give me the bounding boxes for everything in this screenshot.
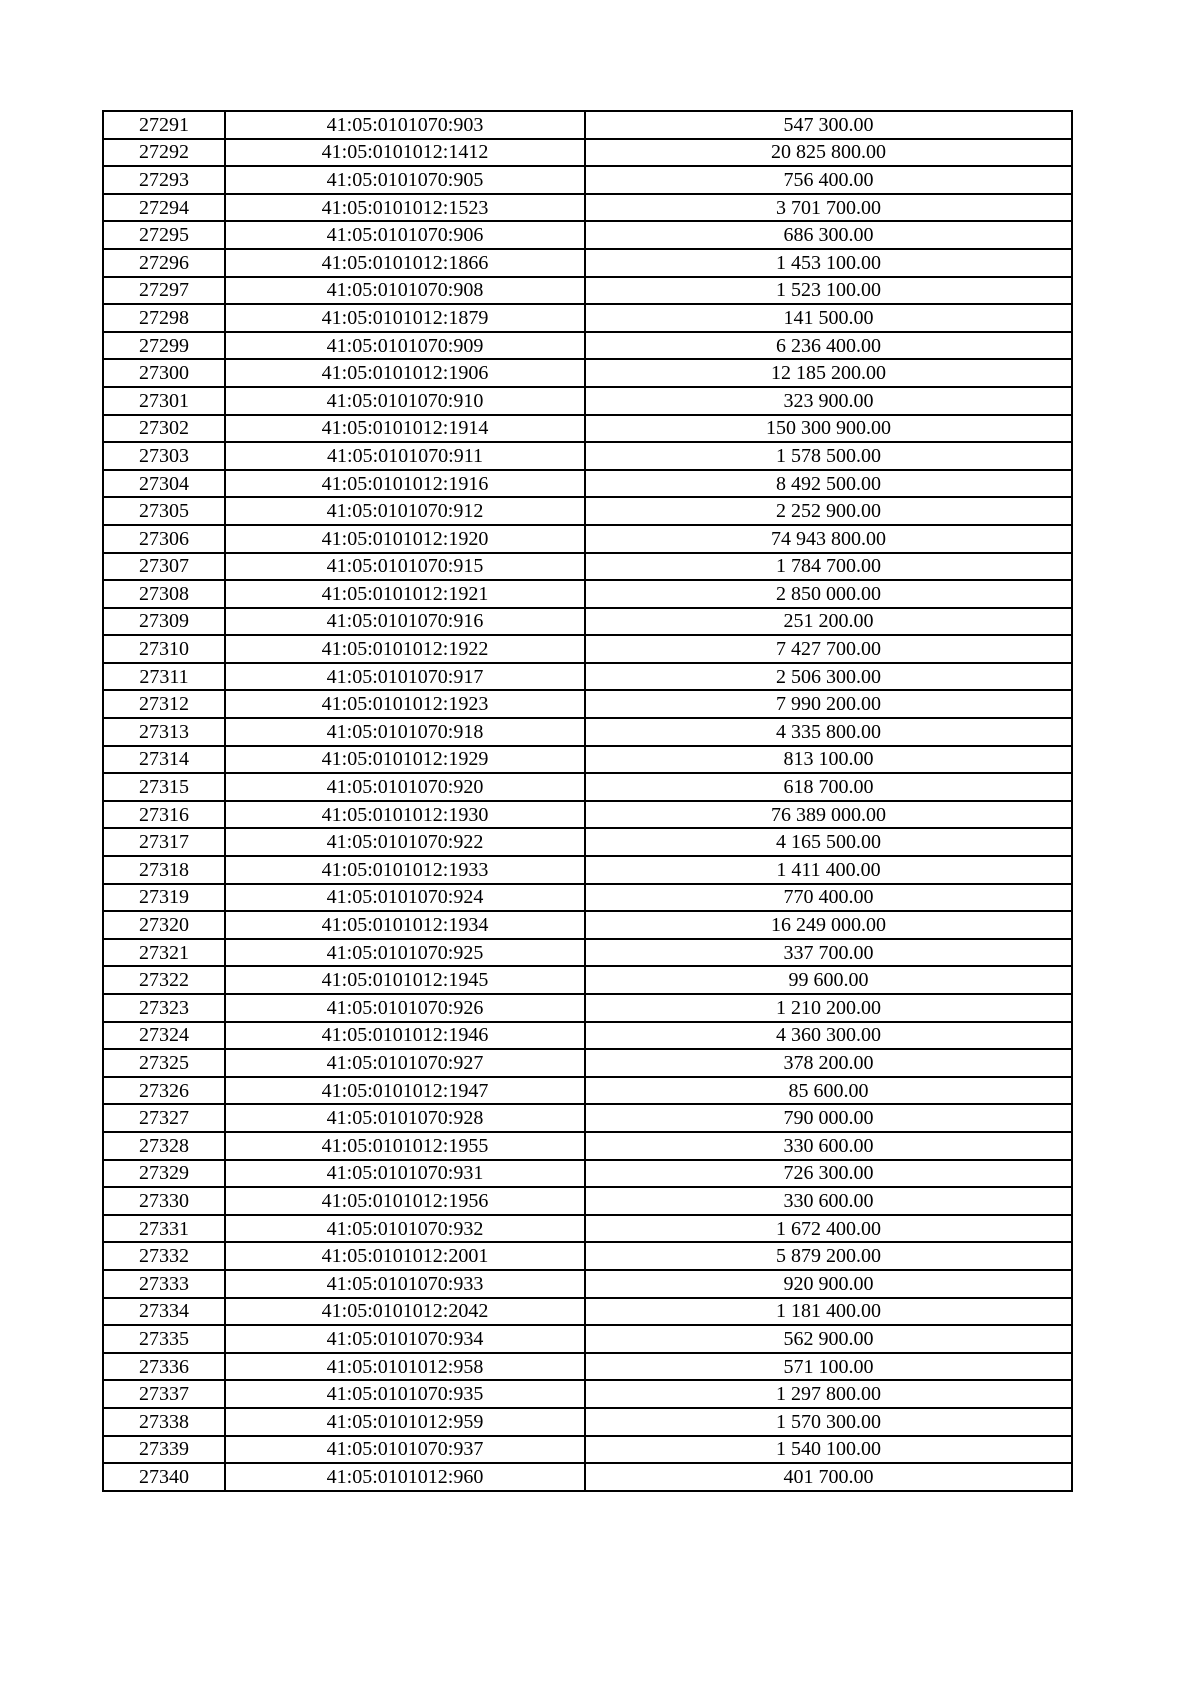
cadastral-number-cell: 41:05:0101070:920: [225, 773, 585, 801]
row-number-cell: 27302: [103, 415, 225, 443]
row-number-cell: 27327: [103, 1104, 225, 1132]
value-cell: 4 335 800.00: [585, 718, 1072, 746]
cadastral-number-cell: 41:05:0101012:958: [225, 1353, 585, 1381]
cadastral-number-cell: 41:05:0101012:1866: [225, 249, 585, 277]
table-row: [103, 111, 1072, 139]
table-row: [103, 249, 1072, 277]
value-cell: 2 506 300.00: [585, 663, 1072, 691]
cadastral-number-cell: 41:05:0101012:1879: [225, 304, 585, 332]
table-row: [103, 690, 1072, 718]
row-number-cell: 27314: [103, 746, 225, 774]
value-cell: 330 600.00: [585, 1187, 1072, 1215]
row-number-cell: 27320: [103, 911, 225, 939]
table-row: [103, 304, 1072, 332]
value-cell: 99 600.00: [585, 966, 1072, 994]
cadastral-number-cell: 41:05:0101012:1921: [225, 580, 585, 608]
table-row: [103, 856, 1072, 884]
cadastral-number-cell: 41:05:0101070:933: [225, 1270, 585, 1298]
table-row: [103, 1022, 1072, 1050]
table-row: [103, 359, 1072, 387]
row-number-cell: 27307: [103, 553, 225, 581]
value-cell: 16 249 000.00: [585, 911, 1072, 939]
cadastral-number-cell: 41:05:0101012:959: [225, 1408, 585, 1436]
cadastral-number-cell: 41:05:0101070:903: [225, 111, 585, 139]
cadastral-number-cell: 41:05:0101070:918: [225, 718, 585, 746]
value-cell: 1 297 800.00: [585, 1380, 1072, 1408]
value-cell: 756 400.00: [585, 166, 1072, 194]
value-cell: 141 500.00: [585, 304, 1072, 332]
value-cell: 1 523 100.00: [585, 277, 1072, 305]
value-cell: 330 600.00: [585, 1132, 1072, 1160]
document-table-container: [102, 110, 1071, 1492]
row-number-cell: 27333: [103, 1270, 225, 1298]
cadastral-number-cell: 41:05:0101012:1923: [225, 690, 585, 718]
row-number-cell: 27303: [103, 442, 225, 470]
row-number-cell: 27332: [103, 1242, 225, 1270]
value-cell: 2 850 000.00: [585, 580, 1072, 608]
table-row: [103, 194, 1072, 222]
row-number-cell: 27318: [103, 856, 225, 884]
table-row: [103, 1215, 1072, 1243]
table-row: [103, 801, 1072, 829]
cadastral-number-cell: 41:05:0101012:1933: [225, 856, 585, 884]
row-number-cell: 27299: [103, 332, 225, 360]
value-cell: 1 181 400.00: [585, 1298, 1072, 1326]
cadastral-number-cell: 41:05:0101070:915: [225, 553, 585, 581]
row-number-cell: 27340: [103, 1463, 225, 1491]
cadastral-number-cell: 41:05:0101012:1523: [225, 194, 585, 222]
table-row: [103, 746, 1072, 774]
value-cell: 1 672 400.00: [585, 1215, 1072, 1243]
row-number-cell: 27292: [103, 139, 225, 167]
value-cell: 618 700.00: [585, 773, 1072, 801]
row-number-cell: 27321: [103, 939, 225, 967]
value-cell: 686 300.00: [585, 221, 1072, 249]
cadastral-number-cell: 41:05:0101070:932: [225, 1215, 585, 1243]
table-row: [103, 1325, 1072, 1353]
cadastral-number-cell: 41:05:0101012:1955: [225, 1132, 585, 1160]
row-number-cell: 27304: [103, 470, 225, 498]
table-row: [103, 387, 1072, 415]
value-cell: 1 784 700.00: [585, 553, 1072, 581]
value-cell: 378 200.00: [585, 1049, 1072, 1077]
cadastral-number-cell: 41:05:0101012:1930: [225, 801, 585, 829]
cadastral-number-cell: 41:05:0101012:960: [225, 1463, 585, 1491]
cadastral-number-cell: 41:05:0101070:905: [225, 166, 585, 194]
table-row: [103, 828, 1072, 856]
cadastral-number-cell: 41:05:0101070:911: [225, 442, 585, 470]
cadastral-number-cell: 41:05:0101070:917: [225, 663, 585, 691]
cadastral-value-table: [102, 110, 1073, 1492]
row-number-cell: 27335: [103, 1325, 225, 1353]
table-row: [103, 773, 1072, 801]
value-cell: 2 252 900.00: [585, 497, 1072, 525]
row-number-cell: 27308: [103, 580, 225, 608]
row-number-cell: 27331: [103, 1215, 225, 1243]
cadastral-number-cell: 41:05:0101070:922: [225, 828, 585, 856]
value-cell: 920 900.00: [585, 1270, 1072, 1298]
cadastral-number-cell: 41:05:0101012:1920: [225, 525, 585, 553]
cadastral-number-cell: 41:05:0101070:927: [225, 1049, 585, 1077]
row-number-cell: 27338: [103, 1408, 225, 1436]
row-number-cell: 27310: [103, 635, 225, 663]
table-row: [103, 966, 1072, 994]
value-cell: 323 900.00: [585, 387, 1072, 415]
row-number-cell: 27300: [103, 359, 225, 387]
row-number-cell: 27312: [103, 690, 225, 718]
row-number-cell: 27328: [103, 1132, 225, 1160]
row-number-cell: 27311: [103, 663, 225, 691]
value-cell: 401 700.00: [585, 1463, 1072, 1491]
table-row: [103, 1187, 1072, 1215]
value-cell: 562 900.00: [585, 1325, 1072, 1353]
cadastral-number-cell: 41:05:0101012:1945: [225, 966, 585, 994]
table-row: [103, 635, 1072, 663]
table-row: [103, 415, 1072, 443]
cadastral-number-cell: 41:05:0101012:2042: [225, 1298, 585, 1326]
cadastral-number-cell: 41:05:0101012:1929: [225, 746, 585, 774]
value-cell: 547 300.00: [585, 111, 1072, 139]
table-row: [103, 139, 1072, 167]
cadastral-number-cell: 41:05:0101070:908: [225, 277, 585, 305]
table-row: [103, 1270, 1072, 1298]
value-cell: 76 389 000.00: [585, 801, 1072, 829]
row-number-cell: 27315: [103, 773, 225, 801]
cadastral-number-cell: 41:05:0101070:909: [225, 332, 585, 360]
cadastral-number-cell: 41:05:0101070:935: [225, 1380, 585, 1408]
value-cell: 1 453 100.00: [585, 249, 1072, 277]
table-row: [103, 911, 1072, 939]
table-row: [103, 1160, 1072, 1188]
table-row: [103, 470, 1072, 498]
value-cell: 7 427 700.00: [585, 635, 1072, 663]
value-cell: 7 990 200.00: [585, 690, 1072, 718]
table-row: [103, 221, 1072, 249]
value-cell: 8 492 500.00: [585, 470, 1072, 498]
cadastral-number-cell: 41:05:0101012:1922: [225, 635, 585, 663]
row-number-cell: 27297: [103, 277, 225, 305]
row-number-cell: 27293: [103, 166, 225, 194]
row-number-cell: 27309: [103, 608, 225, 636]
row-number-cell: 27326: [103, 1077, 225, 1105]
table-row: [103, 1077, 1072, 1105]
table-row: [103, 608, 1072, 636]
cadastral-number-cell: 41:05:0101070:926: [225, 994, 585, 1022]
table-row: [103, 884, 1072, 912]
cadastral-number-cell: 41:05:0101070:934: [225, 1325, 585, 1353]
row-number-cell: 27306: [103, 525, 225, 553]
value-cell: 813 100.00: [585, 746, 1072, 774]
cadastral-number-cell: 41:05:0101012:1956: [225, 1187, 585, 1215]
value-cell: 85 600.00: [585, 1077, 1072, 1105]
table-row: [103, 1408, 1072, 1436]
row-number-cell: 27330: [103, 1187, 225, 1215]
cadastral-number-cell: 41:05:0101012:1412: [225, 139, 585, 167]
cadastral-number-cell: 41:05:0101070:937: [225, 1436, 585, 1464]
cadastral-number-cell: 41:05:0101070:906: [225, 221, 585, 249]
row-number-cell: 27329: [103, 1160, 225, 1188]
cadastral-number-cell: 41:05:0101012:1947: [225, 1077, 585, 1105]
value-cell: 1 540 100.00: [585, 1436, 1072, 1464]
table-row: [103, 1049, 1072, 1077]
row-number-cell: 27339: [103, 1436, 225, 1464]
table-row: [103, 1380, 1072, 1408]
table-row: [103, 1104, 1072, 1132]
row-number-cell: 27316: [103, 801, 225, 829]
row-number-cell: 27317: [103, 828, 225, 856]
row-number-cell: 27334: [103, 1298, 225, 1326]
value-cell: 4 165 500.00: [585, 828, 1072, 856]
row-number-cell: 27313: [103, 718, 225, 746]
value-cell: 251 200.00: [585, 608, 1072, 636]
row-number-cell: 27296: [103, 249, 225, 277]
table-row: [103, 1298, 1072, 1326]
table-row: [103, 663, 1072, 691]
table-row: [103, 525, 1072, 553]
row-number-cell: 27323: [103, 994, 225, 1022]
value-cell: 571 100.00: [585, 1353, 1072, 1381]
value-cell: 1 411 400.00: [585, 856, 1072, 884]
table-row: [103, 1353, 1072, 1381]
cadastral-number-cell: 41:05:0101012:1946: [225, 1022, 585, 1050]
table-row: [103, 1132, 1072, 1160]
cadastral-number-cell: 41:05:0101012:1916: [225, 470, 585, 498]
value-cell: 20 825 800.00: [585, 139, 1072, 167]
table-row: [103, 1436, 1072, 1464]
value-cell: 790 000.00: [585, 1104, 1072, 1132]
row-number-cell: 27336: [103, 1353, 225, 1381]
cadastral-number-cell: 41:05:0101070:912: [225, 497, 585, 525]
table-row: [103, 166, 1072, 194]
cadastral-number-cell: 41:05:0101012:2001: [225, 1242, 585, 1270]
row-number-cell: 27324: [103, 1022, 225, 1050]
value-cell: 5 879 200.00: [585, 1242, 1072, 1270]
value-cell: 770 400.00: [585, 884, 1072, 912]
cadastral-number-cell: 41:05:0101012:1914: [225, 415, 585, 443]
cadastral-number-cell: 41:05:0101070:916: [225, 608, 585, 636]
row-number-cell: 27298: [103, 304, 225, 332]
value-cell: 150 300 900.00: [585, 415, 1072, 443]
table-row: [103, 497, 1072, 525]
table-row: [103, 1242, 1072, 1270]
table-row: [103, 718, 1072, 746]
row-number-cell: 27301: [103, 387, 225, 415]
value-cell: 74 943 800.00: [585, 525, 1072, 553]
cadastral-number-cell: 41:05:0101012:1906: [225, 359, 585, 387]
cadastral-number-cell: 41:05:0101012:1934: [225, 911, 585, 939]
row-number-cell: 27291: [103, 111, 225, 139]
value-cell: 4 360 300.00: [585, 1022, 1072, 1050]
value-cell: 1 578 500.00: [585, 442, 1072, 470]
table-row: [103, 994, 1072, 1022]
row-number-cell: 27325: [103, 1049, 225, 1077]
table-row: [103, 332, 1072, 360]
table-body: [103, 111, 1072, 1491]
value-cell: 12 185 200.00: [585, 359, 1072, 387]
row-number-cell: 27319: [103, 884, 225, 912]
cadastral-number-cell: 41:05:0101070:924: [225, 884, 585, 912]
row-number-cell: 27337: [103, 1380, 225, 1408]
cadastral-number-cell: 41:05:0101070:931: [225, 1160, 585, 1188]
row-number-cell: 27322: [103, 966, 225, 994]
value-cell: 1 210 200.00: [585, 994, 1072, 1022]
table-row: [103, 580, 1072, 608]
row-number-cell: 27305: [103, 497, 225, 525]
value-cell: 726 300.00: [585, 1160, 1072, 1188]
value-cell: 3 701 700.00: [585, 194, 1072, 222]
value-cell: 337 700.00: [585, 939, 1072, 967]
value-cell: 6 236 400.00: [585, 332, 1072, 360]
row-number-cell: 27294: [103, 194, 225, 222]
cadastral-number-cell: 41:05:0101070:925: [225, 939, 585, 967]
row-number-cell: 27295: [103, 221, 225, 249]
cadastral-number-cell: 41:05:0101070:910: [225, 387, 585, 415]
table-row: [103, 442, 1072, 470]
table-row: [103, 277, 1072, 305]
cadastral-number-cell: 41:05:0101070:928: [225, 1104, 585, 1132]
table-row: [103, 1463, 1072, 1491]
table-row: [103, 939, 1072, 967]
table-row: [103, 553, 1072, 581]
value-cell: 1 570 300.00: [585, 1408, 1072, 1436]
